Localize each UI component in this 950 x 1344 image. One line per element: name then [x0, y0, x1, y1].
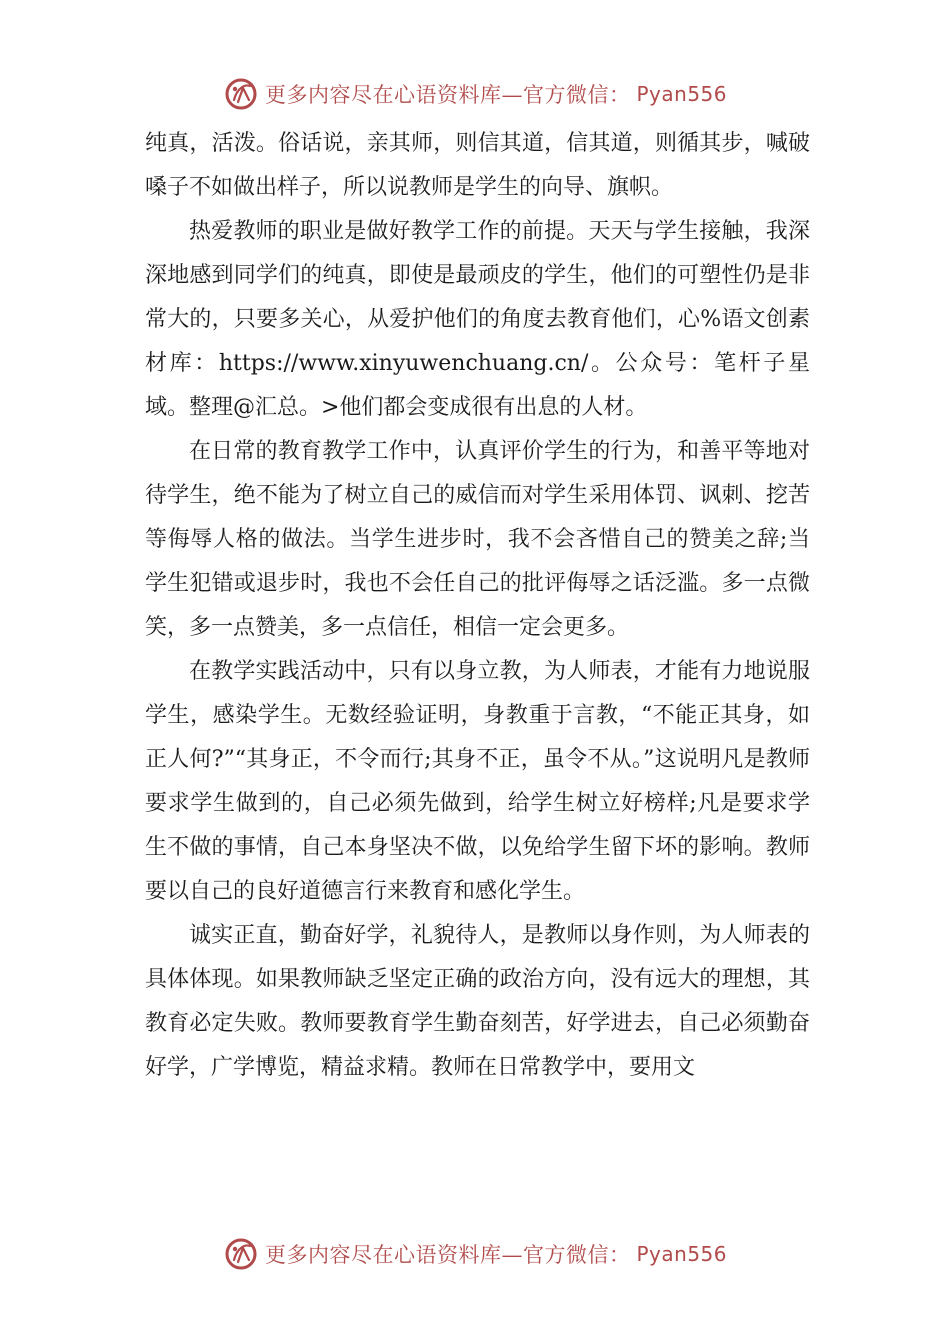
- paragraph-5: 诚实正直，勤奋好学，礼貌待人，是教师以身作则，为人师表的具体体现。如果教师缺乏坚定正确的政治方向，没有远大的理想，其教育必定失败。教师要教育学生勤奋刻苦，好学进去，自己必须勤奋好学，广学博览，精益求精。教师在日常教学中，要用文: [145, 923, 810, 1080]
- paragraph-1: 纯真，活泼。俗话说，亲其师，则信其道，信其道，则循其步，喊破嗓子不如做出样子，所以说教师是学生的向导、旗帜。: [145, 131, 810, 200]
- banner-wechat-id: Pyan556: [636, 82, 727, 106]
- stylized-lettermark-icon: [223, 1236, 259, 1272]
- paragraph-2: 热爱教师的职业是做好教学工作的前提。天天与学生接触，我深深地感到同学们的纯真，即使是最顽皮的学生，他们的可塑性仍是非常大的，只要多关心，从爱护他们的角度去教育他们，心%语文创素材库：https://www.xinyuwenchuang.cn/。公众号：笔杆子星域。整理@汇总。>他们都会变成很有出息的人材。: [145, 219, 810, 420]
- banner-text: 更多内容尽在心语资料库—官方微信：: [264, 83, 631, 107]
- header-banner: [0, 74, 950, 114]
- paragraph-4: 在教学实践活动中，只有以身立教，为人师表，才能有力地说服学生，感染学生。无数经验证明，身教重于言教，“不能正其身，如正人何?”“其身正，不令而行;其身不正，虽令不从。”这说明凡是教师要求学生做到的，自己必须先做到，给学生树立好榜样;凡是要求学生不做的事情，自己本身坚决不做，以免给学生留下坏的影响。教师要以自己的良好道德言行来教育和感化学生。: [145, 659, 810, 904]
- paragraph-3: 在日常的教育教学工作中，认真评价学生的行为，和善平等地对待学生，绝不能为了树立自己的威信而对学生采用体罚、讽刺、挖苦等侮辱人格的做法。当学生进步时，我不会吝惜自己的赞美之辞;当学生犯错或退步时，我也不会任自己的批评侮辱之话泛滥。多一点微笑，多一点赞美，多一点信任，相信一定会更多。: [145, 439, 810, 640]
- footer-banner: [0, 1234, 950, 1274]
- banner-text: 更多内容尽在心语资料库—官方微信：: [264, 1243, 631, 1267]
- stylized-lettermark-icon: [223, 76, 259, 112]
- banner-wechat-id: Pyan556: [636, 1242, 727, 1266]
- document-body: [145, 122, 810, 1090]
